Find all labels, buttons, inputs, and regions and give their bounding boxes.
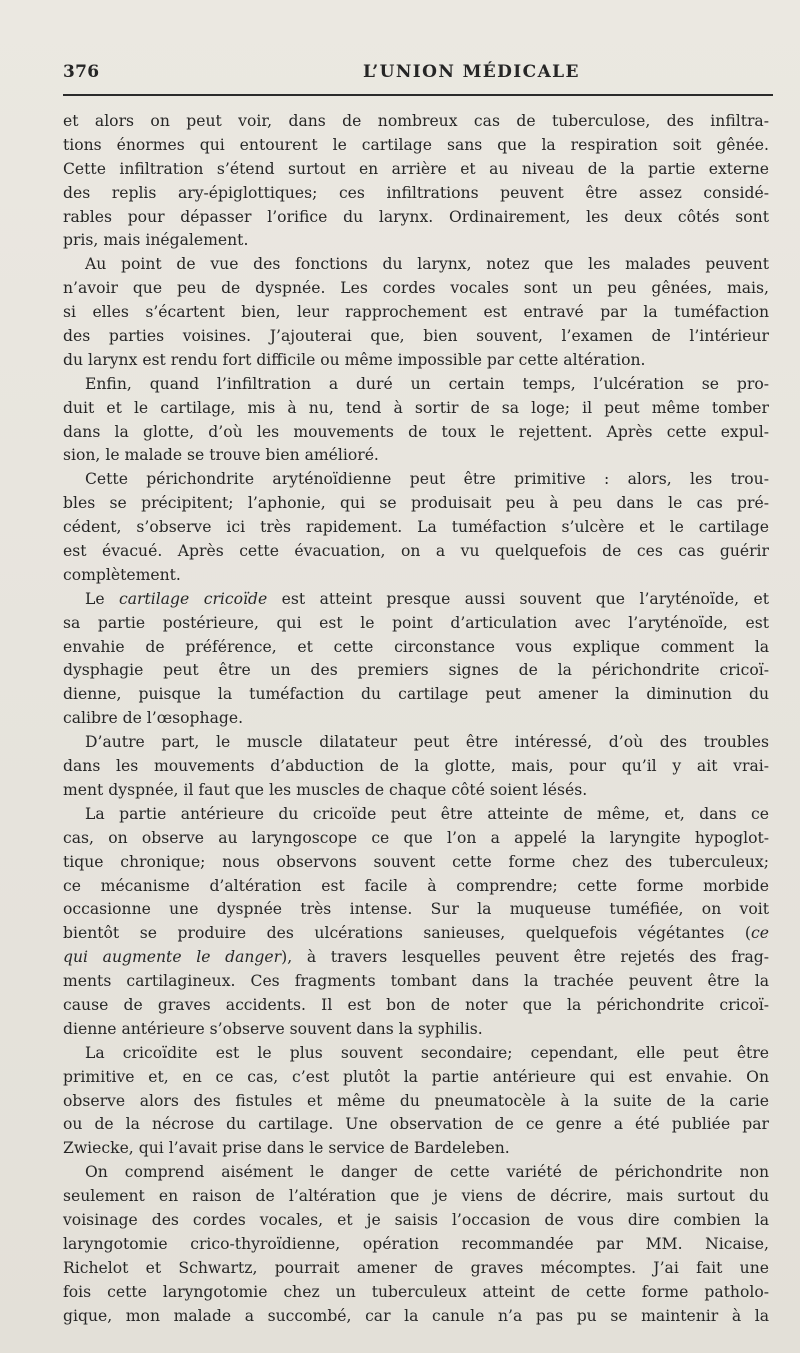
- text-line: [63, 1281, 769, 1305]
- text-run: bles se précipitent; l’aphonie, qui se produisait peu à peu dans le cas pré-: [63, 494, 769, 513]
- text-line: [63, 946, 769, 970]
- page-header: [63, 62, 773, 86]
- text-run: pris, mais inégalement.: [63, 231, 249, 250]
- text-line: [63, 922, 769, 946]
- text-run: dans la glotte, d’où les mouvements de toux le rejettent. Après cette expul-: [63, 422, 769, 441]
- text-run: ment dyspnée, il faut que les muscles de chaque côté soient lésés.: [63, 780, 588, 799]
- text-line: [63, 444, 769, 468]
- text-run: D’autre part, le muscle dilatateur peut être intéressé, d’où des troubles: [85, 733, 769, 752]
- text-run: gique, mon malade a succombé, car la canule n’a pas pu se maintenir à la: [63, 1306, 769, 1325]
- text-run: calibre de l’œsophage.: [63, 709, 244, 728]
- text-run: tique chronique; nous observons souvent cette forme chez des tuberculeux;: [63, 852, 769, 871]
- text-run: n’avoir que peu de dyspnée. Les cordes vocales sont un peu gênées, mais,: [63, 279, 769, 298]
- text-run: dysphagie peut être un des premiers signes de la périchondrite cricoï-: [63, 661, 769, 680]
- text-run: La cricoïdite est le plus souvent secondaire; cependant, elle peut être: [85, 1043, 769, 1062]
- text-line: [63, 636, 769, 660]
- text-run: cas, on observe au laryngoscope ce que l’on a appelé la laryngite hypoglot-: [63, 828, 769, 847]
- paragraph: [63, 1042, 769, 1161]
- text-line: [63, 898, 769, 922]
- text-run: cédent, s’observe ici très rapidement. La tuméfaction s’ulcère et le cartilage: [63, 518, 769, 537]
- text-run: est atteint presque aussi souvent que l’aryténoïde, et: [267, 589, 770, 608]
- text-run: ), à travers lesquelles peuvent être rejetés des frag-: [281, 948, 769, 967]
- text-run: primitive et, en ce cas, c’est plutôt la partie antérieure qui est envahie. On: [63, 1067, 769, 1086]
- text-line: [63, 851, 769, 875]
- italic-text: cartilage cricoïde: [119, 589, 268, 608]
- text-line: [63, 588, 769, 612]
- text-run: cause de graves accidents. Il est bon de noter que la périchondrite cricoï-: [63, 995, 769, 1014]
- text-line: [63, 468, 769, 492]
- text-line: [63, 707, 769, 731]
- text-run: sa partie postérieure, qui est le point d’articulation avec l’aryténoïde, est: [63, 613, 769, 632]
- text-line: [63, 1090, 769, 1114]
- text-run: sion, le malade se trouve bien amélioré.: [63, 446, 379, 465]
- paragraph: [63, 468, 769, 587]
- text-line: [63, 397, 769, 421]
- running-title: L’UNION MÉDICALE: [363, 62, 580, 82]
- text-line: [63, 158, 769, 182]
- text-run: ce mécanisme d’altération est facile à comprendre; cette forme morbide: [63, 876, 769, 895]
- paragraph: [63, 731, 769, 803]
- text-line: [63, 1209, 769, 1233]
- text-line: [63, 1185, 769, 1209]
- text-line: [63, 325, 769, 349]
- text-line: [63, 277, 769, 301]
- text-line: [63, 1305, 769, 1329]
- text-line: [63, 206, 769, 230]
- text-line: [63, 1018, 769, 1042]
- text-run: dienne, puisque la tuméfaction du cartilage peut amener la diminution du: [63, 685, 769, 704]
- text-line: [63, 1042, 769, 1066]
- text-line: [63, 755, 769, 779]
- text-line: [63, 1257, 769, 1281]
- text-run: observe alors des fistules et même du pneumatocèle à la suite de la carie: [63, 1091, 769, 1110]
- text-line: [63, 110, 769, 134]
- text-run: bientôt se produire des ulcérations sanieuses, quelquefois végétantes (: [63, 924, 752, 943]
- text-line: [63, 134, 769, 158]
- body-text: [63, 110, 769, 1328]
- paragraph: [63, 588, 769, 731]
- header-rule: [63, 94, 773, 96]
- text-run: voisinage des cordes vocales, et je saisis l’occasion de vous dire combien la: [63, 1210, 769, 1229]
- text-run: envahie de préférence, et cette circonstance vous explique comment la: [63, 637, 769, 656]
- text-line: [63, 875, 769, 899]
- italic-text: ce: [751, 924, 769, 943]
- text-run: Richelot et Schwartz, pourrait amener de graves mécomptes. J’ai fait une: [63, 1258, 769, 1277]
- text-line: [63, 827, 769, 851]
- text-run: rables pour dépasser l’orifice du larynx. Ordinairement, les deux côtés sont: [63, 207, 769, 226]
- text-line: [63, 421, 769, 445]
- text-run: duit et le cartilage, mis à nu, tend à sortir de sa loge; il peut même tomber: [63, 398, 769, 417]
- text-run: La partie antérieure du cricoïde peut être atteinte de même, et, dans ce: [85, 804, 769, 823]
- text-line: [63, 516, 769, 540]
- text-line: [63, 779, 769, 803]
- text-line: [63, 803, 769, 827]
- text-line: [63, 229, 769, 253]
- text-run: Enfin, quand l’infiltration a duré un certain temps, l’ulcération se pro-: [85, 374, 769, 393]
- text-run: complètement.: [63, 565, 181, 584]
- text-run: Zwiecke, qui l’avait prise dans le service de Bardeleben.: [63, 1139, 510, 1158]
- text-line: [63, 1113, 769, 1137]
- text-run: ou de la nécrose du cartilage. Une observation de ce genre a été publiée par: [63, 1115, 769, 1134]
- text-run: Le: [85, 589, 120, 608]
- text-run: occasionne une dyspnée très intense. Sur la muqueuse tuméfiée, on voit: [63, 900, 769, 919]
- italic-text: qui augmente le danger: [63, 948, 282, 967]
- text-run: des replis ary-épiglottiques; ces infiltrations peuvent être assez considé-: [63, 183, 769, 202]
- text-run: dans les mouvements d’abduction de la glotte, mais, pour qu’il y ait vrai-: [63, 757, 769, 776]
- text-line: [63, 612, 769, 636]
- text-line: [63, 182, 769, 206]
- text-run: du larynx est rendu fort difficile ou même impossible par cette altération.: [63, 350, 646, 369]
- text-run: Cette infiltration s’étend surtout en arrière et au niveau de la partie externe: [63, 159, 769, 178]
- text-line: [63, 1233, 769, 1257]
- paragraph: [63, 803, 769, 1042]
- text-run: Cette périchondrite aryténoïdienne peut être primitive : alors, les trou-: [85, 470, 769, 489]
- text-run: seulement en raison de l’altération que je viens de décrire, mais surtout du: [63, 1187, 769, 1206]
- paragraph: [63, 1161, 769, 1328]
- text-run: laryngotomie crico-thyroïdienne, opération recommandée par MM. Nicaise,: [63, 1234, 769, 1253]
- text-line: [63, 731, 769, 755]
- text-run: On comprend aisément le danger de cette variété de périchondrite non: [85, 1163, 769, 1182]
- text-line: [63, 301, 769, 325]
- page-number: 376: [63, 62, 100, 82]
- text-run: Au point de vue des fonctions du larynx, notez que les malades peuvent: [85, 255, 769, 274]
- text-line: [63, 1161, 769, 1185]
- paragraph: [63, 253, 769, 372]
- text-line: [63, 373, 769, 397]
- text-line: [63, 970, 769, 994]
- text-line: [63, 564, 769, 588]
- paragraph: [63, 373, 769, 469]
- text-line: [63, 659, 769, 683]
- text-run: dienne antérieure s’observe souvent dans la syphilis.: [63, 1019, 483, 1038]
- text-line: [63, 1066, 769, 1090]
- text-run: tions énormes qui entourent le cartilage sans que la respiration soit gênée.: [63, 135, 769, 154]
- text-run: si elles s’écartent bien, leur rapprochement est entravé par la tuméfaction: [63, 303, 769, 322]
- text-line: [63, 540, 769, 564]
- text-line: [63, 994, 769, 1018]
- text-run: et alors on peut voir, dans de nombreux cas de tuberculose, des infiltra-: [63, 112, 769, 130]
- text-run: des parties voisines. J’ajouterai que, bien souvent, l’examen de l’intérieur: [63, 327, 769, 346]
- text-run: ments cartilagineux. Ces fragments tombant dans la trachée peuvent être la: [63, 972, 769, 991]
- text-line: [63, 349, 769, 373]
- text-line: [63, 253, 769, 277]
- paragraph: [63, 110, 769, 253]
- text-line: [63, 492, 769, 516]
- text-run: fois cette laryngotomie chez un tuberculeux atteint de cette forme patholo-: [63, 1282, 769, 1301]
- text-line: [63, 683, 769, 707]
- text-line: [63, 1137, 769, 1161]
- text-run: est évacué. Après cette évacuation, on a vu quelquefois de ces cas guérir: [63, 542, 769, 561]
